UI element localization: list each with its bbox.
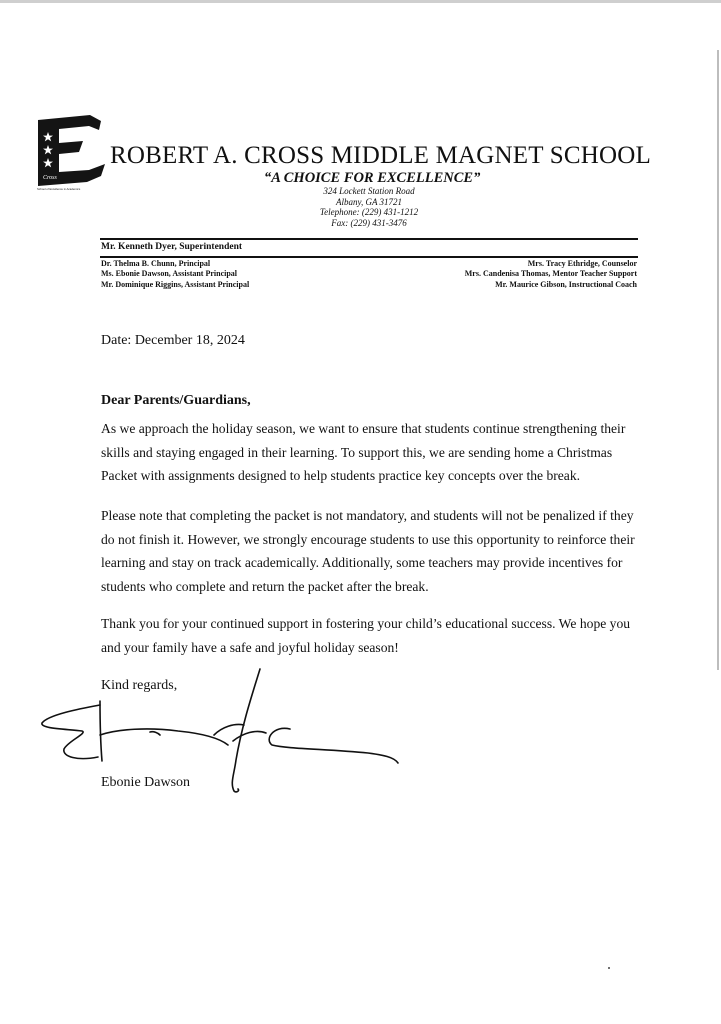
address-fax: Fax: (229) 431-3476 — [331, 218, 407, 229]
letter-paragraph-3: Thank you for your continued support in fostering your child’s educational success. We hope you and your family have a safe and joyful holiday season! — [101, 616, 631, 655]
school-address — [317, 186, 421, 229]
logo-text: Cross — [43, 175, 57, 181]
staff-list-right — [465, 259, 637, 290]
letterhead-rule-top — [100, 238, 638, 240]
address-telephone: Telephone: (229) 431-1212 — [319, 207, 419, 218]
letter-closing: Kind regards, — [101, 678, 178, 693]
staff-entry: Dr. Thelma B. Chunn, Principal — [101, 259, 211, 268]
letter-paragraph-1: As we approach the holiday season, we want to ensure that students continue strengthening their skills and staying engaged in their learning. To support this, we are sending home a Christmas Packet with assignments designed to help students practice key concepts over the break. — [101, 421, 626, 483]
letter-date: Date: December 18, 2024 — [101, 333, 245, 348]
school-name: ROBERT A. CROSS MIDDLE MAGNET SCHOOL — [110, 142, 651, 169]
staff-entry: Mrs. Tracy Ethridge, Counselor — [527, 259, 637, 268]
page-edge-shadow — [717, 50, 719, 670]
scan-speck — [608, 967, 610, 969]
staff-list-left — [101, 259, 249, 290]
staff-entry: Mrs. Candenisa Thomas, Mentor Teacher Support — [464, 269, 637, 279]
staff-entry: Mr. Maurice Gibson, Instructional Coach — [495, 279, 637, 289]
address-street: 324 Lockett Station Road — [323, 186, 415, 196]
letterhead-rule-bottom — [100, 256, 638, 258]
school-logo — [35, 112, 111, 192]
superintendent-line: Mr. Kenneth Dyer, Superintendent — [101, 242, 243, 252]
top-edge-rule — [0, 0, 721, 3]
staff-entry: Ms. Ebonie Dawson, Assistant Principal — [101, 269, 238, 279]
staff-entry: Mr. Dominique Riggins, Assistant Principal — [101, 279, 250, 289]
letter-salutation: Dear Parents/Guardians, — [101, 393, 251, 408]
letter-paragraph-2: Please note that completing the packet is not mandatory, and students will not be penalized if they do not finish it. However, we strongly encourage students to use this opportunity to reinforce their learning and stay on track academically. Additionally, some teachers may provide incentives for students who complete and return the packet after the break. — [101, 508, 635, 594]
school-motto: “A CHOICE FOR EXCELLENCE” — [264, 170, 481, 186]
logo-tagline: School of Excellence in Academics — [37, 187, 81, 191]
handwritten-signature — [38, 665, 408, 800]
signer-name: Ebonie Dawson — [101, 775, 191, 790]
address-city: Albany, GA 31721 — [335, 196, 403, 207]
